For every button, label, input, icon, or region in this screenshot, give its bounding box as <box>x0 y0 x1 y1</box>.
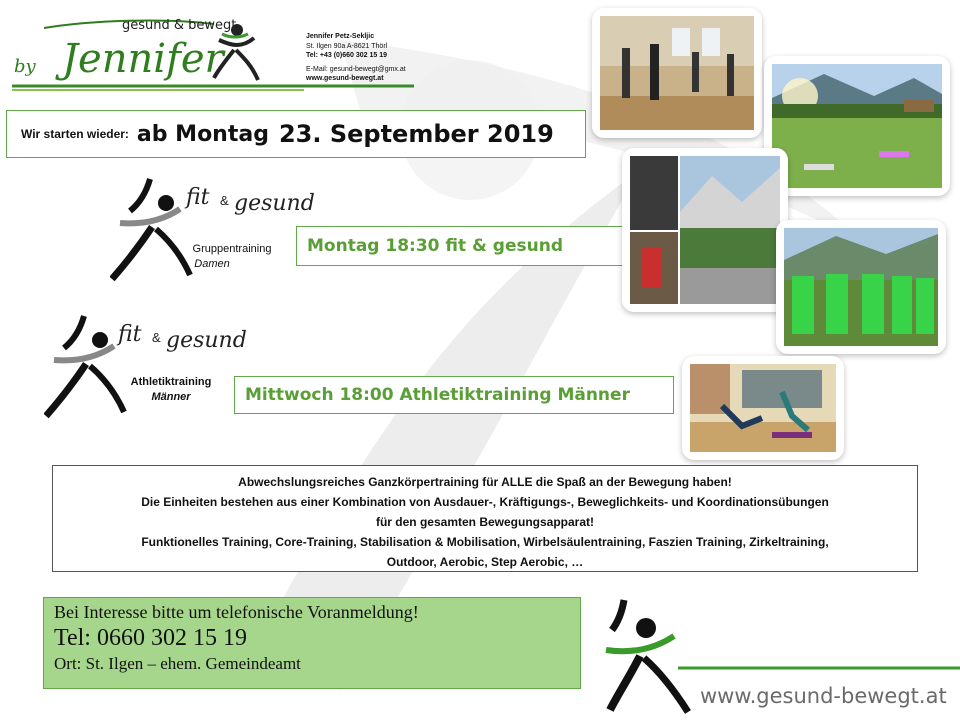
brand-tagline: gesund & bewegt <box>122 18 237 33</box>
description-line5: Outdoor, Aerobic, Step Aerobic, … <box>386 555 584 569</box>
course1-sub1: Gruppentraining <box>192 243 272 255</box>
contact-phone: Tel: +43 (0)660 302 15 19 <box>306 52 388 59</box>
start-date: 23. September 2019 <box>278 120 554 148</box>
course2-logo <box>44 312 247 422</box>
description-line3: für den gesamten Bewegungsapparat! <box>375 515 595 529</box>
course2-sub2: Männer <box>151 391 191 403</box>
signup-text: Bei Interesse bitte um telefonische Voranmeldung! <box>54 602 419 622</box>
course2-gesund: gesund <box>166 328 247 353</box>
signup-location: Ort: St. Ilgen – ehem. Gemeindeamt <box>54 654 301 673</box>
footer-url[interactable]: www.gesund-bewegt.at <box>700 684 947 708</box>
photo-group-green-shirts <box>776 220 946 354</box>
start-day: ab Montag <box>136 121 269 147</box>
header-contact <box>306 32 406 84</box>
start-date-box <box>6 110 586 158</box>
photo-outdoor-meadow <box>764 56 950 196</box>
photo-indoor-athletics <box>682 356 844 460</box>
course2-schedule: Mittwoch 18:00 Athletiktraining Männer <box>245 385 630 405</box>
description-box <box>52 465 918 572</box>
brand-name: Jennifer <box>62 36 224 82</box>
course2-and: & <box>152 330 161 345</box>
course1-schedule-box <box>296 226 626 266</box>
course2-schedule-box <box>234 376 674 414</box>
course1-and: & <box>220 193 229 208</box>
contact-web: www.gesund-bewegt.at <box>306 75 384 82</box>
signup-box <box>43 597 581 689</box>
course1-logo <box>110 175 315 285</box>
photo-collage-sports <box>622 148 788 312</box>
description-line4: Funktionelles Training, Core-Training, Stabilisation & Mobilisation, Wirbelsäulentraining, Faszien Training, Zirkeltraining, <box>141 535 829 549</box>
course1-gesund: gesund <box>234 191 315 216</box>
description-line2: Die Einheiten bestehen aus einer Kombination von Ausdauer-, Kräftigungs-, Beweglichkeits- und Koordinationsübungen <box>141 495 829 509</box>
photo-indoor-step-class <box>592 8 762 138</box>
contact-address: St. Ilgen 90a A-8621 Thörl <box>306 42 388 50</box>
contact-email: E-Mail: gesund-bewegt@gmx.at <box>306 65 406 73</box>
brand-by: by <box>14 56 36 77</box>
course2-sub1: Athletiktraining <box>130 376 212 388</box>
signup-phone: Tel: 0660 302 15 19 <box>54 625 247 651</box>
start-label: Wir starten wieder: <box>21 127 129 141</box>
course2-fit: fit <box>118 322 142 347</box>
contact-person: Jennifer Petz-Sekljic <box>306 33 375 40</box>
course1-schedule: Montag 18:30 fit & gesund <box>307 236 563 256</box>
course1-sub2: Damen <box>194 258 230 270</box>
course1-fit: fit <box>186 185 210 210</box>
description-line1: Abwechslungsreiches Ganzkörpertraining für ALLE die Spaß an der Bewegung haben! <box>238 475 732 489</box>
